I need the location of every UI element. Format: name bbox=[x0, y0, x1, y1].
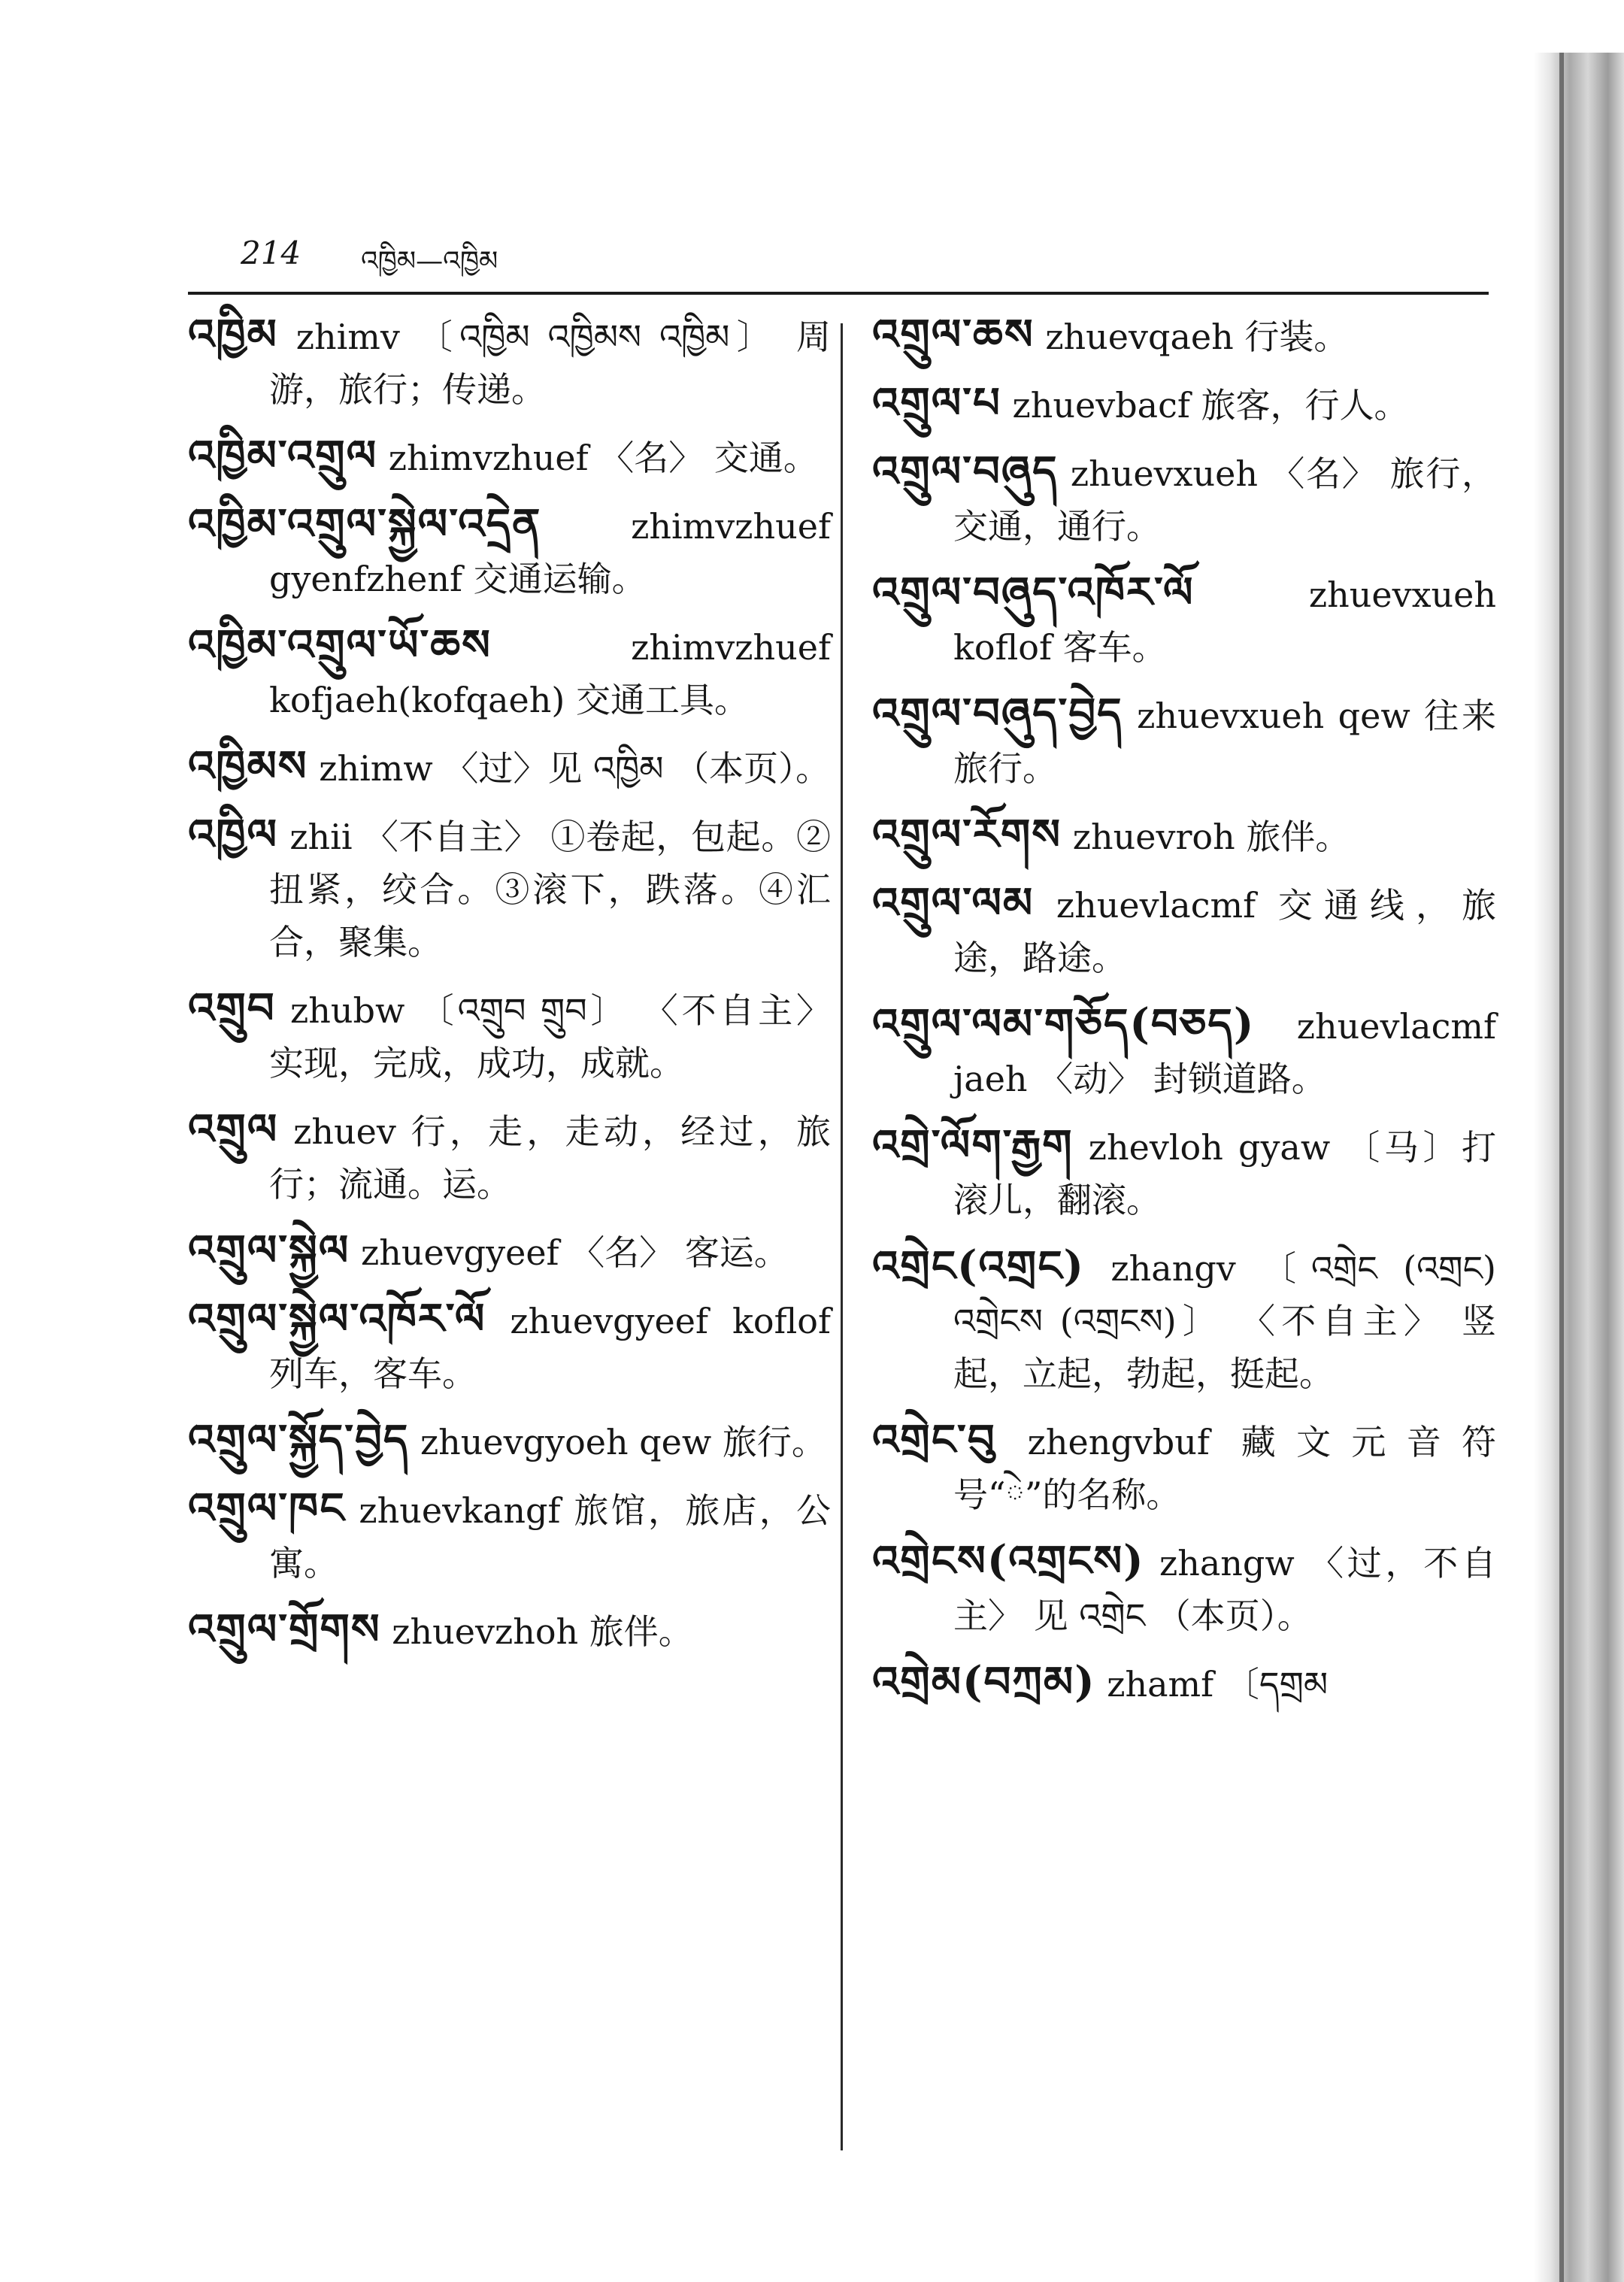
dictionary-entry bbox=[872, 998, 1496, 1105]
dictionary-entry bbox=[872, 1119, 1496, 1226]
entry-headword: འཁྱིམ་འགྲུལ་སྐྱེལ་འདྲེན bbox=[188, 499, 542, 549]
entry-text: zhuevzhoh 旅伴。 bbox=[392, 1611, 693, 1652]
entry-text: zhimvzhuef kofjaeh(kofqaeh) 交通工具。 bbox=[269, 627, 831, 720]
entry-headword: འཁྱིམ་འགྲུལ་ཡོ་ཆས bbox=[188, 620, 492, 670]
entry-headword: འཁྱིམ bbox=[188, 310, 278, 359]
entry-headword: འགྲུལ་ལམ bbox=[872, 878, 1035, 928]
dictionary-entry bbox=[872, 566, 1496, 674]
left-column bbox=[188, 308, 831, 2135]
header-rule bbox=[188, 292, 1489, 295]
entry-headword: འཁྱིམ་འགྲུལ bbox=[188, 431, 378, 480]
entry-text: zhuevgyoeh qew 旅行。 bbox=[420, 1422, 826, 1462]
dictionary-entry bbox=[188, 308, 831, 416]
running-head: འཁྱིམ—འཁྱིམ bbox=[361, 246, 498, 277]
dictionary-entry bbox=[872, 1535, 1496, 1642]
page-header bbox=[241, 226, 1489, 286]
entry-text: zhuevroh 旅伴。 bbox=[1072, 817, 1350, 857]
dictionary-entry bbox=[188, 619, 831, 726]
entry-text: zhevloh gyaw 〔马〕打滚儿，翻滚。 bbox=[953, 1127, 1496, 1220]
dictionary-entry bbox=[872, 377, 1496, 432]
entry-text: zhangw 〈过，不自主〉 见 འགྲེང （本页）。 bbox=[953, 1543, 1496, 1636]
entry-headword: འགྲེང་བུ bbox=[872, 1415, 996, 1465]
entry-text: zhuev 行，走，走动，经过，旅行；流通。运。 bbox=[269, 1111, 831, 1205]
entry-headword: འགྲུལ་སྐྱེལ་འཁོར་ལོ bbox=[188, 1294, 486, 1344]
entry-headword: འགྲུལ་ཁང bbox=[188, 1483, 346, 1533]
dictionary-entry bbox=[872, 877, 1496, 984]
dictionary-entry bbox=[188, 498, 831, 605]
entry-headword: འགྲུལ་ལམ་གཅོད(བཅད) bbox=[872, 999, 1256, 1049]
entry-headword: འགྲེང(འགྲང) bbox=[872, 1241, 1086, 1291]
entry-headword: འགྲུལ་བཞུད་འཁོར་ལོ bbox=[872, 568, 1195, 617]
dictionary-entry bbox=[872, 308, 1496, 363]
entry-text: zhii 〈不自主〉 ①卷起，包起。②扭紧，绞合。③滚下，跌落。④汇合，聚集。 bbox=[269, 817, 832, 962]
entry-headword: འགྲུལ་གྲོགས bbox=[188, 1605, 381, 1654]
dictionary-entry bbox=[188, 429, 831, 484]
entry-text: zhuevgyeef 〈名〉 客运。 bbox=[360, 1232, 789, 1273]
entry-headword: འགྲུལ་ཆས bbox=[872, 310, 1035, 359]
entry-text: zhangv 〔འགྲེང (འགྲང) འགྲེངས (འགྲངས)〕 〈不自主〉 竖起，立起，勃起，挺起。 bbox=[953, 1248, 1497, 1394]
dictionary-entry bbox=[872, 1656, 1496, 1711]
entry-text: zhuevgyeef koflof 列车，客车。 bbox=[269, 1301, 831, 1394]
page-binding-edge bbox=[1534, 53, 1624, 2282]
entry-headword: འཁྱིལ bbox=[188, 810, 279, 859]
dictionary-entry bbox=[872, 1414, 1496, 1521]
dictionary-entry bbox=[188, 808, 831, 968]
entry-headword: འགྲུལ་སྐྱོད་བྱེད bbox=[188, 1415, 410, 1465]
right-column bbox=[872, 308, 1496, 2135]
entry-text: zhuevxueh qew 往来旅行。 bbox=[953, 696, 1496, 789]
dictionary-entry bbox=[188, 1224, 831, 1279]
entry-headword: འགྲུལ་སྐྱེལ bbox=[188, 1226, 350, 1275]
dictionary-entry bbox=[188, 1293, 831, 1400]
entry-headword: འགྲེམ(བཀྲམ) bbox=[872, 1657, 1096, 1707]
entry-text: zhengvbuf 藏文元音符号“ེ”的名称。 bbox=[953, 1422, 1496, 1515]
entry-headword: འགྲུལ་པ bbox=[872, 378, 1001, 428]
entry-text: zhuevxueh koflof 客车。 bbox=[953, 574, 1496, 668]
entry-text: zhimvzhuef 〈名〉 交通。 bbox=[388, 438, 818, 478]
page-number: 214 bbox=[241, 235, 301, 271]
entry-text: zhimvzhuef gyenfzhenf 交通运输。 bbox=[269, 506, 831, 599]
entry-text: zhimw 〈过〉见 འཁྱིམ （本页）。 bbox=[319, 748, 831, 789]
entry-text: zhuevlacmf 交通线，旅途，路途。 bbox=[953, 885, 1496, 978]
entry-headword: འགྲུལ bbox=[188, 1105, 279, 1154]
dictionary-entry bbox=[872, 687, 1496, 795]
dictionary-entry bbox=[872, 1240, 1496, 1400]
entry-headword: འགྲུབ bbox=[188, 983, 276, 1033]
dictionary-entry bbox=[188, 1603, 831, 1658]
dictionary-entry bbox=[872, 808, 1496, 863]
entry-text: zhimv 〔འཁྱིམ འཁྱིམས འཁྱིམ〕 周游，旅行；传递。 bbox=[269, 317, 832, 410]
entry-text: zhuevbacf 旅客，行人。 bbox=[1012, 385, 1409, 426]
entry-headword: འཁྱིམས bbox=[188, 741, 308, 791]
dictionary-entry bbox=[188, 1414, 831, 1468]
entry-headword: འགྲེ་ལོག་རྒྱག bbox=[872, 1120, 1074, 1170]
dictionary-entry bbox=[188, 1103, 831, 1211]
entry-text: zhuevkangf 旅馆，旅店，公寓。 bbox=[269, 1490, 831, 1583]
entry-text: zhamf 〔དགྲམ bbox=[1107, 1664, 1329, 1705]
entry-text: zhuevqaeh 行装。 bbox=[1045, 317, 1349, 357]
dictionary-entry bbox=[188, 1482, 831, 1590]
dictionary-entry bbox=[872, 445, 1496, 553]
column-divider bbox=[841, 323, 843, 2150]
entry-headword: འགྲུལ་བཞུད bbox=[872, 447, 1059, 496]
entry-text: zhuevlacmf jaeh 〈动〉 封锁道路。 bbox=[953, 1006, 1496, 1099]
page-binding-shadow bbox=[1559, 53, 1564, 2282]
dictionary-entry bbox=[188, 740, 831, 795]
entry-text: zhuevxueh 〈名〉 旅行，交通，通行。 bbox=[953, 453, 1497, 547]
entry-headword: འགྲེངས(འགྲངས) bbox=[872, 1536, 1145, 1586]
entry-headword: འགྲུལ་རོགས bbox=[872, 810, 1062, 859]
entry-headword: འགྲུལ་བཞུད་བྱེད bbox=[872, 689, 1123, 738]
dictionary-entry bbox=[188, 982, 831, 1089]
entry-text: zhubw 〔འགྲུབ གྲུབ〕 〈不自主〉 实现，完成，成功，成就。 bbox=[269, 990, 831, 1083]
